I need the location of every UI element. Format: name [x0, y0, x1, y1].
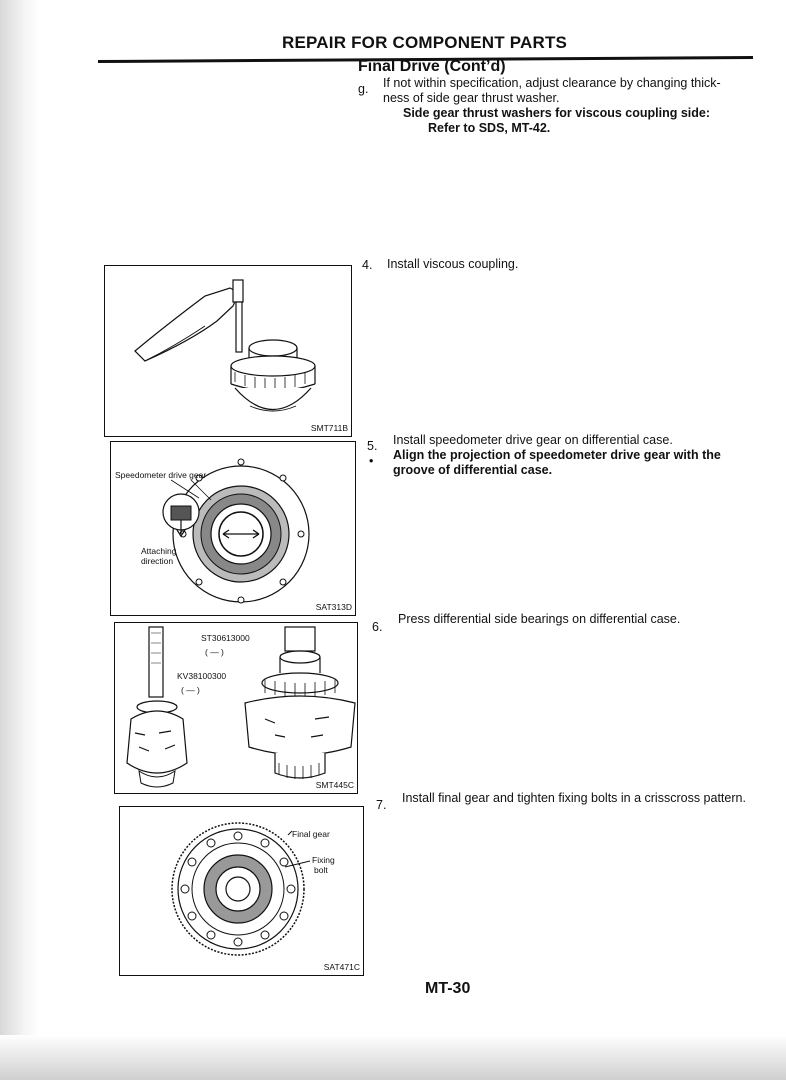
attaching-direction-label-2: direction: [141, 556, 174, 566]
step-g-line2: ness of side gear thrust washer.: [383, 91, 560, 105]
fixing-bolt-label-1: Fixing: [312, 855, 335, 865]
step-g-marker: g.: [358, 82, 369, 96]
scan-edge-shadow: [0, 0, 40, 1080]
step-6-number: 6.: [372, 620, 383, 634]
page-number: MT-30: [425, 980, 471, 997]
side-bearings-illustration: [115, 623, 357, 793]
step-6-text: Press differential side bearings on differential case.: [398, 612, 681, 626]
speedometer-gear-illustration: [111, 442, 355, 615]
step-7-text: Install final gear and tighten fixing bolts in a crisscross pattern.: [402, 791, 746, 805]
step-5-bullet: •: [369, 454, 374, 468]
step-7-number: 7.: [376, 798, 387, 812]
tool-2-number: KV38100300: [177, 671, 227, 681]
speedometer-gear-label: Speedometer drive gear: [115, 470, 207, 480]
figure-code: SMT711B: [310, 423, 348, 433]
figure-final-gear: [119, 806, 364, 976]
tool-2-sub: ( — ): [181, 685, 200, 695]
scan-bottom-shadow: [0, 1035, 786, 1080]
step-4-text: Install viscous coupling.: [387, 257, 519, 271]
step-5-bold-line2: groove of differential case.: [393, 463, 553, 477]
fixing-bolt-label-2: bolt: [314, 865, 328, 875]
step-5-text: Install speedometer drive gear on differential case.: [393, 433, 673, 447]
step-g-note1: Side gear thrust washers for viscous coupling side:: [403, 106, 711, 120]
figure-viscous-coupling: [104, 265, 352, 437]
final-gear-label: Final gear: [292, 829, 330, 839]
section-title: Final Drive (Cont’d): [358, 58, 506, 75]
step-4-number: 4.: [362, 258, 373, 272]
figure-code: SAT471C: [323, 962, 360, 972]
figure-side-bearings: [114, 622, 358, 794]
step-g-note2: Refer to SDS, MT-42.: [428, 121, 551, 135]
attaching-direction-label-1: Attaching: [141, 546, 177, 556]
viscous-coupling-illustration: [105, 266, 351, 436]
figure-code: SMT445C: [315, 780, 354, 790]
step-5-number: 5.: [367, 439, 378, 453]
figure-code: SAT313D: [315, 602, 352, 612]
page-header-title: REPAIR FOR COMPONENT PARTS: [282, 33, 568, 52]
tool-1-number: ST30613000: [201, 633, 250, 643]
step-5-bold-line1: Align the projection of speedometer drive gear with the: [393, 448, 721, 462]
figure-speedometer-gear: [110, 441, 356, 616]
tool-1-sub: ( — ): [205, 647, 224, 657]
step-g-line1: If not within specification, adjust clearance by changing thick-: [383, 76, 721, 90]
